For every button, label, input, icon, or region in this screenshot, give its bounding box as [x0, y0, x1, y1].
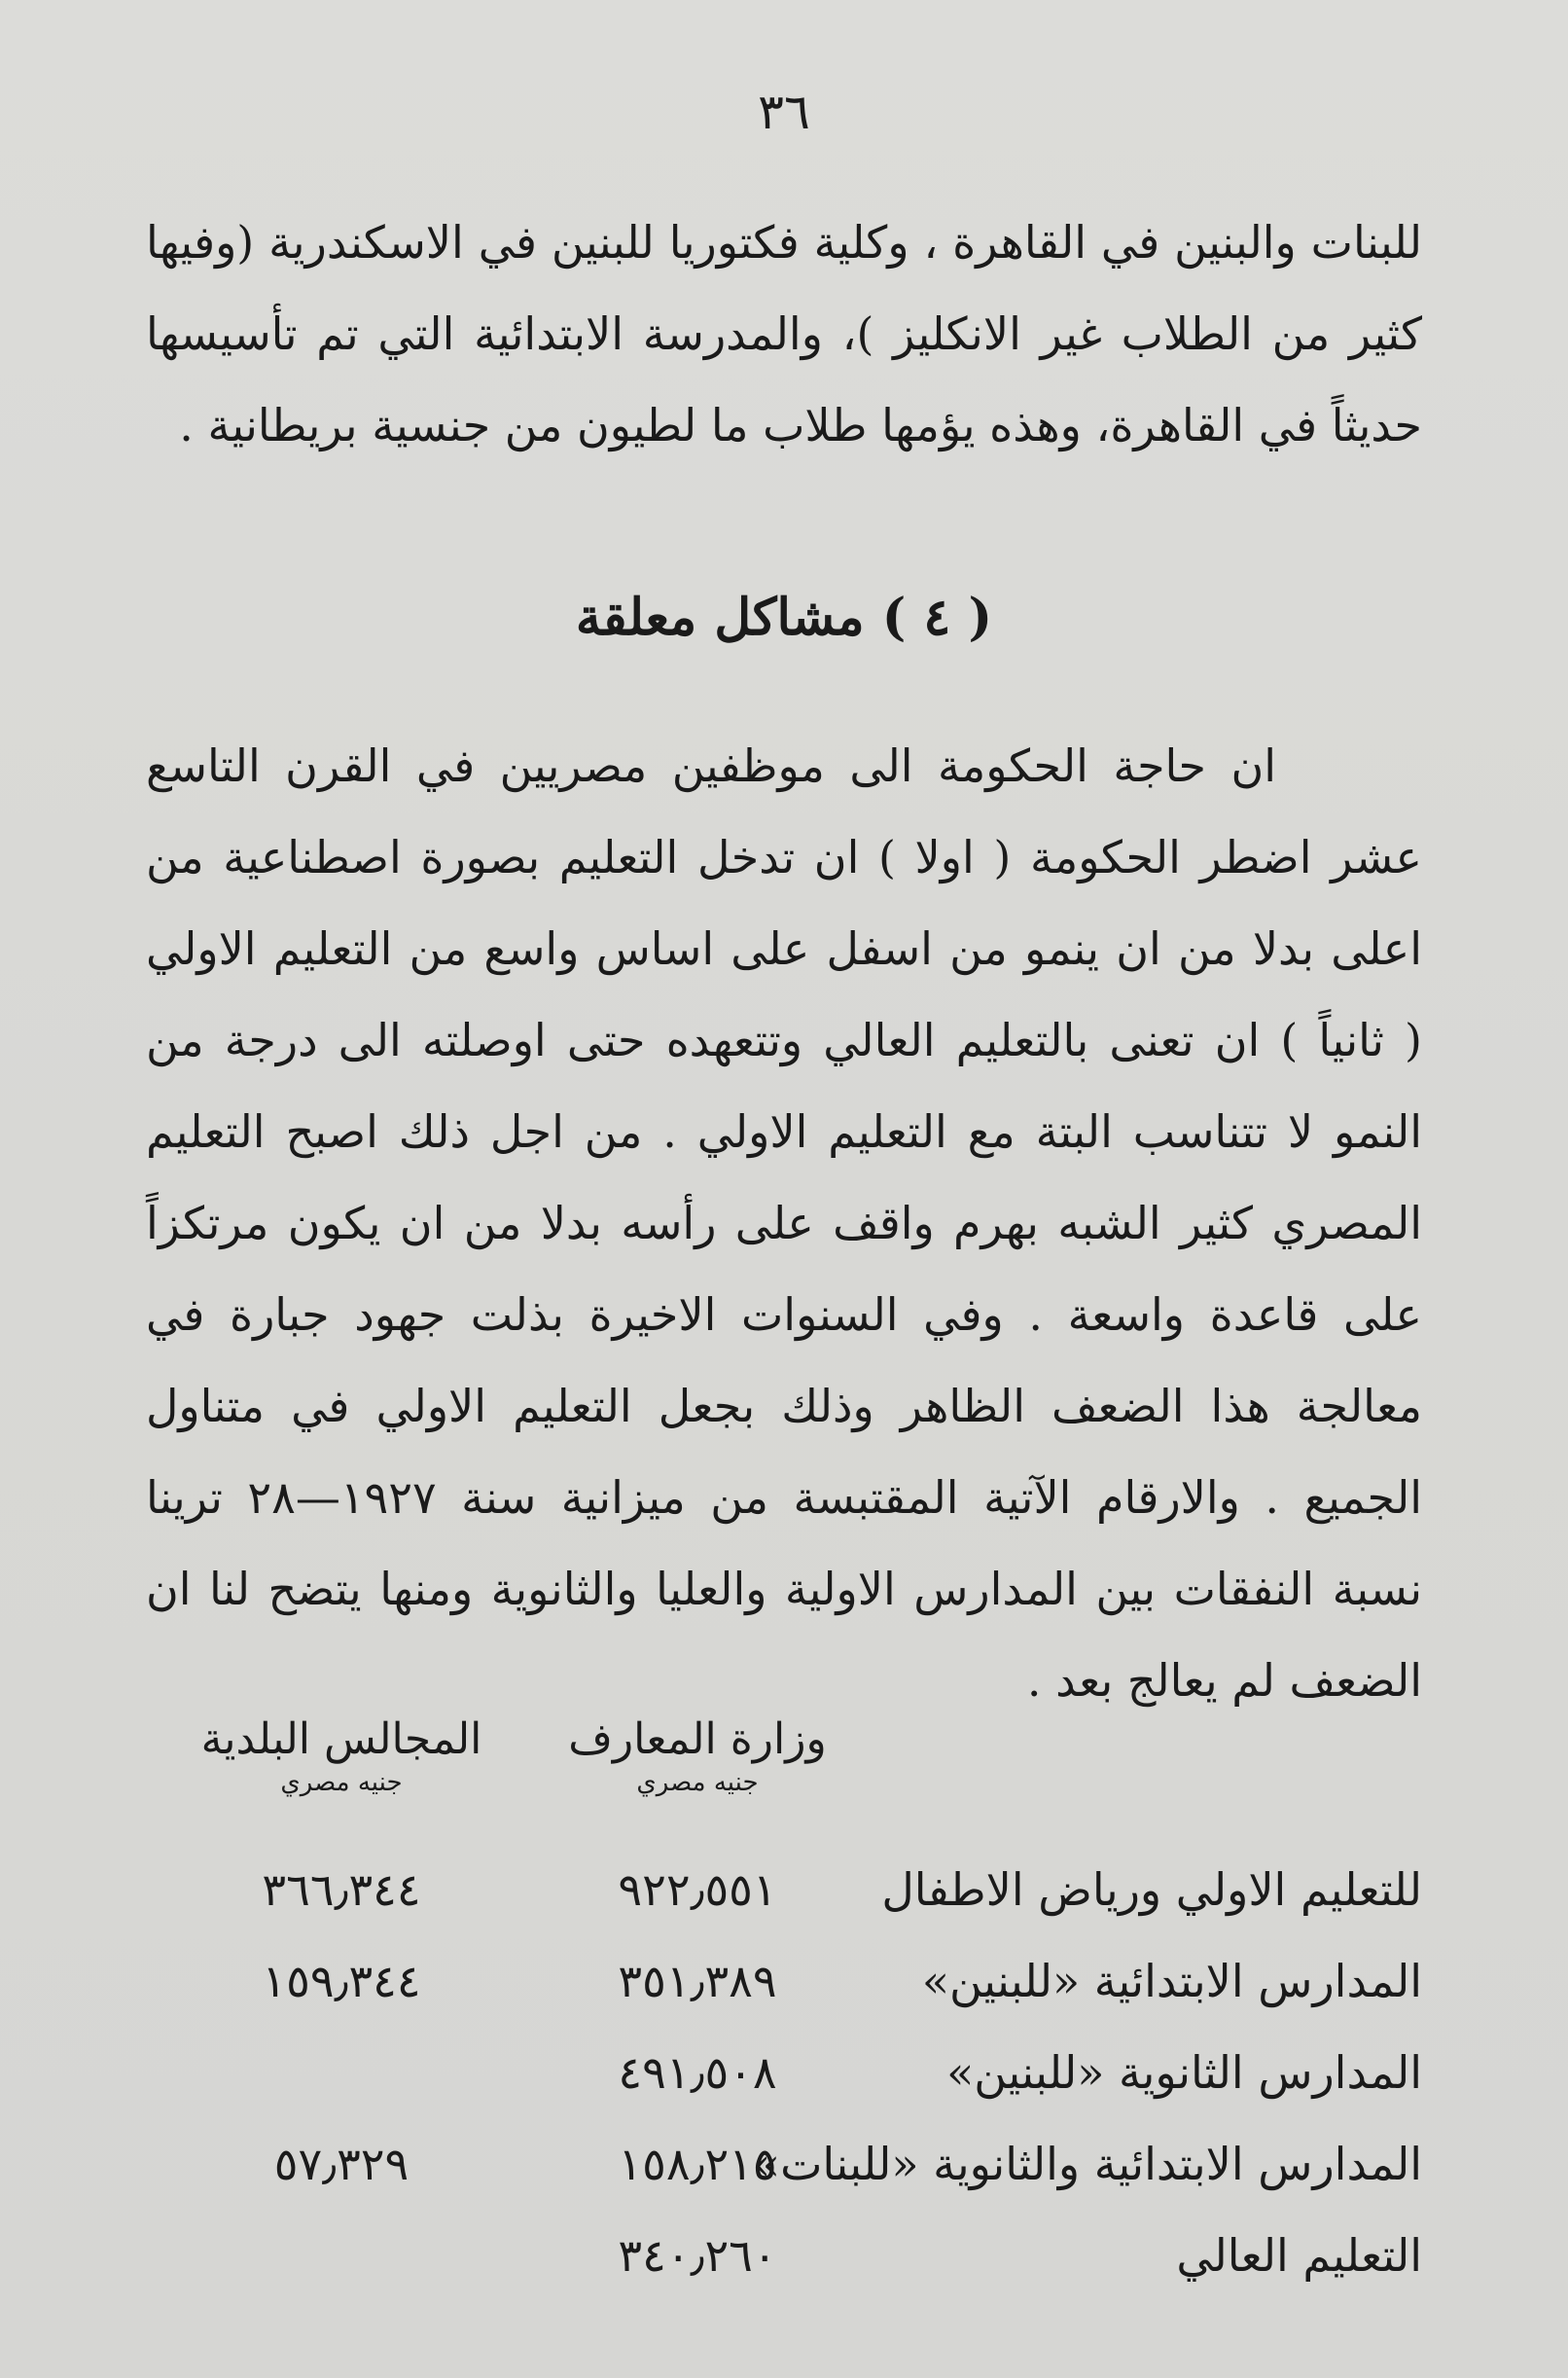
column-header-councils: المجالس البلدية [200, 1714, 482, 1764]
table-cell-ministry: ٤٩١٫٥٠٨ [618, 2046, 777, 2099]
table-cell-councils [146, 2210, 537, 2301]
table-row-label: المدارس الثانوية «للبنين» [946, 2046, 1422, 2099]
table-row-label: المدارس الابتدائية «للبنين» [921, 1955, 1422, 2007]
table-cell-councils: ١٥٩٫٣٤٤ [262, 1955, 421, 2007]
section-heading: ( ٤ ) مشاكل معلقة [575, 588, 993, 647]
table-row-label: المدارس الابتدائية والثانوية «للبنات» [752, 2138, 1422, 2190]
budget-table [146, 1714, 1422, 2301]
unit-label-councils: جنيه مصري [280, 1768, 403, 1797]
intro-paragraph: للبنات والبنين في القاهرة ، وكلية فكتوريا للبنين في الاسكندرية (وفيها كثير من الطلاب غير الانكليز )، والمدرسة الابتدائية التي تم تأسيسها حديثاً في القاهرة، وهذه يؤمها طلاب ما لطيون من جنسية بريطانية . [146, 216, 1422, 451]
body-paragraph: ان حاجة الحكومة الى موظفين مصريين في القرن التاسع عشر اضطر الحكومة ( اولا ) ان تدخل التعليم بصورة اصطناعية من اعلى بدلا من ان ينمو من اسفل على اساس واسع من التعليم الاولي ( ثانياً ) ان تعنى بالتعليم العالي وتتعهده حتى اوصلته الى درجة من النمو لا تتناسب البتة مع التعليم الاولي . من اجل ذلك اصبح التعليم المصري كثير الشبه بهرم واقف على رأسه بدلا من ان يكون مرتكزاً على قاعدة واسعة . وفي السنوات الاخيرة بذلت جهود جبارة في معالجة هذا الضعف الظاهر وذلك بجعل التعليم الاولي في متناول الجميع . والارقام الآتية المقتبسة من ميزانية سنة ١٩٢٧—٢٨ ترينا نسبة النفقات بين المدارس الاولية والعليا والثانوية ومنها يتضح لنا ان الضعف لم يعالج بعد . [146, 739, 1422, 1707]
page-number: ٣٦ [758, 84, 810, 140]
table-cell-councils: ٥٧٫٣٢٩ [273, 2138, 410, 2190]
table-cell-councils [146, 2027, 537, 2118]
table-row-label: للتعليم الاولي ورياض الاطفال [881, 1863, 1422, 1916]
table-row-label: التعليم العالي [1176, 2229, 1422, 2282]
table-cell-ministry: ٣٤٠٫٢٦٠ [618, 2229, 777, 2282]
table-cell-ministry: ٣٥١٫٣٨٩ [618, 1955, 777, 2007]
table-cell-councils: ٣٦٦٫٣٤٤ [262, 1863, 421, 1916]
table-cell-ministry: ٩٢٢٫٥٥١ [618, 1863, 777, 1916]
column-header-ministry: وزارة المعارف [568, 1714, 827, 1764]
table-cell-ministry: ١٥٨٫٢١٥ [618, 2138, 777, 2190]
unit-label-ministry: جنيه مصري [636, 1768, 759, 1797]
